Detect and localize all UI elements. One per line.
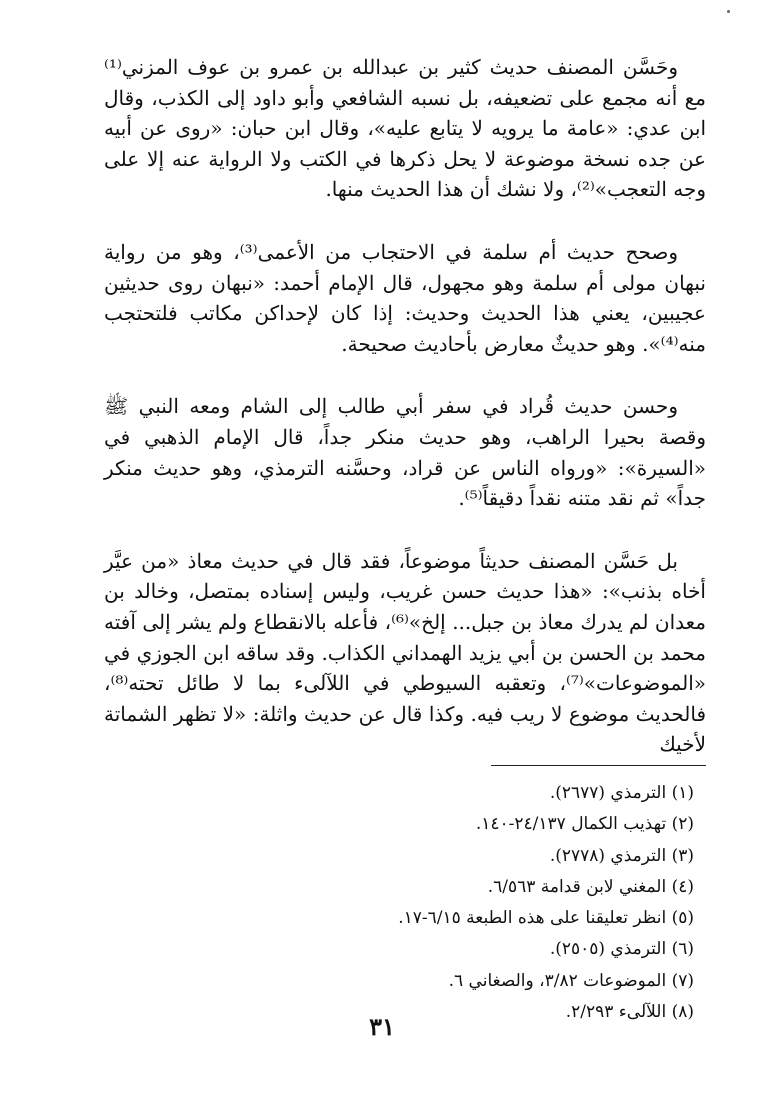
footnote-7: (٧) الموضوعات ٣/٨٢، والصغاني ٦. xyxy=(448,970,694,991)
footnote-3: (٣) الترمذي (٢٧٧٨). xyxy=(549,845,694,866)
footnote-2: (٢) تهذيب الكمال ٢٤/١٣٧-١٤٠. xyxy=(475,814,694,835)
footnotes-list xyxy=(200,778,694,1028)
page-number: ٣١ xyxy=(369,1012,395,1041)
main-text xyxy=(104,52,706,792)
corner-dot xyxy=(727,10,730,13)
paragraph-3: وحسن حديث قُراد في سفر أبي طالب إلى الشام ومعه النبي ﷺ وقصة بحيرا الراهب، وهو حديث منكر جداً، قال الإمام الذهبي في «السيرة»: «ورواه الناس عن قراد، وحسَّنه الترمذي، وهو حديث منكر جداً» ثم نقد متنه نقداً دقيقاً⁽⁵⁾. xyxy=(104,394,706,511)
footnote-5: (٥) انظر تعليقنا على هذه الطبعة ٦/١٥-١٧. xyxy=(398,908,694,929)
paragraph-2: وصحح حديث أم سلمة في الاحتجاب من الأعمى⁽³⁾، وهو من رواية نبهان مولى أم سلمة وهو مجهول، قال الإمام أحمد: «نبهان روى حديثين عجيبين، يعني هذا الحديث وحديث: إذا كان لإحداكن مكاتب فلتحتجب منه⁽⁴⁾». وهو حديثٌ معارض بأحاديث صحيحة. xyxy=(104,239,706,356)
footnote-1: (١) الترمذي (٢٦٧٧). xyxy=(549,783,694,803)
paragraph-4: بل حَسَّن المصنف حديثاً موضوعاً، فقد قال في حديث معاذ «من عيَّر أخاه بذنب»: «هذا حديث حسن غريب، وليس إسناده بمتصل، وخالد بن معدان لم يدرك معاذ بن جبل... إلخ»⁽⁶⁾، فأعله بالانقطاع ولم يشر إلى آفته محمد بن الحسن بن أبي يزيد الهمداني الكذاب. وقد ساقه ابن الجوزي في «الموضوعات»⁽⁷⁾، وتعقبه السيوطي في اللآلىء بما لا طائل تحته⁽⁸⁾، فالحديث موضوع لا ريب فيه. وكذا قال عن حديث واثلة: «لا تظهر الشماتة لأخيك xyxy=(104,548,707,757)
footnote-4: (٤) المغني لابن قدامة ٦/٥٦٣. xyxy=(487,876,694,897)
paragraph-1: وحَسَّن المصنف حديث كثير بن عبدالله بن عمرو بن عوف المزني⁽¹⁾ مع أنه مجمع على تضعيفه، بل نسبه الشافعي وأبو داود إلى الكذب، وقال ابن عدي: «عامة ما يرويه لا يتابع عليه»، وقال ابن حبان: «روى عن أبيه عن جده نسخة موضوعة لا يحل ذكرها في الكتب ولا الرواية عنه إلا على وجه التعجب»⁽²⁾، ولا نشك أن هذا الحديث منها. xyxy=(104,55,706,202)
footnote-8: (٨) اللآلىء ٢/٢٩٣. xyxy=(565,1002,694,1023)
footnote-divider xyxy=(491,765,706,766)
footnote-6: (٦) الترمذي (٢٥٠٥). xyxy=(549,939,694,960)
